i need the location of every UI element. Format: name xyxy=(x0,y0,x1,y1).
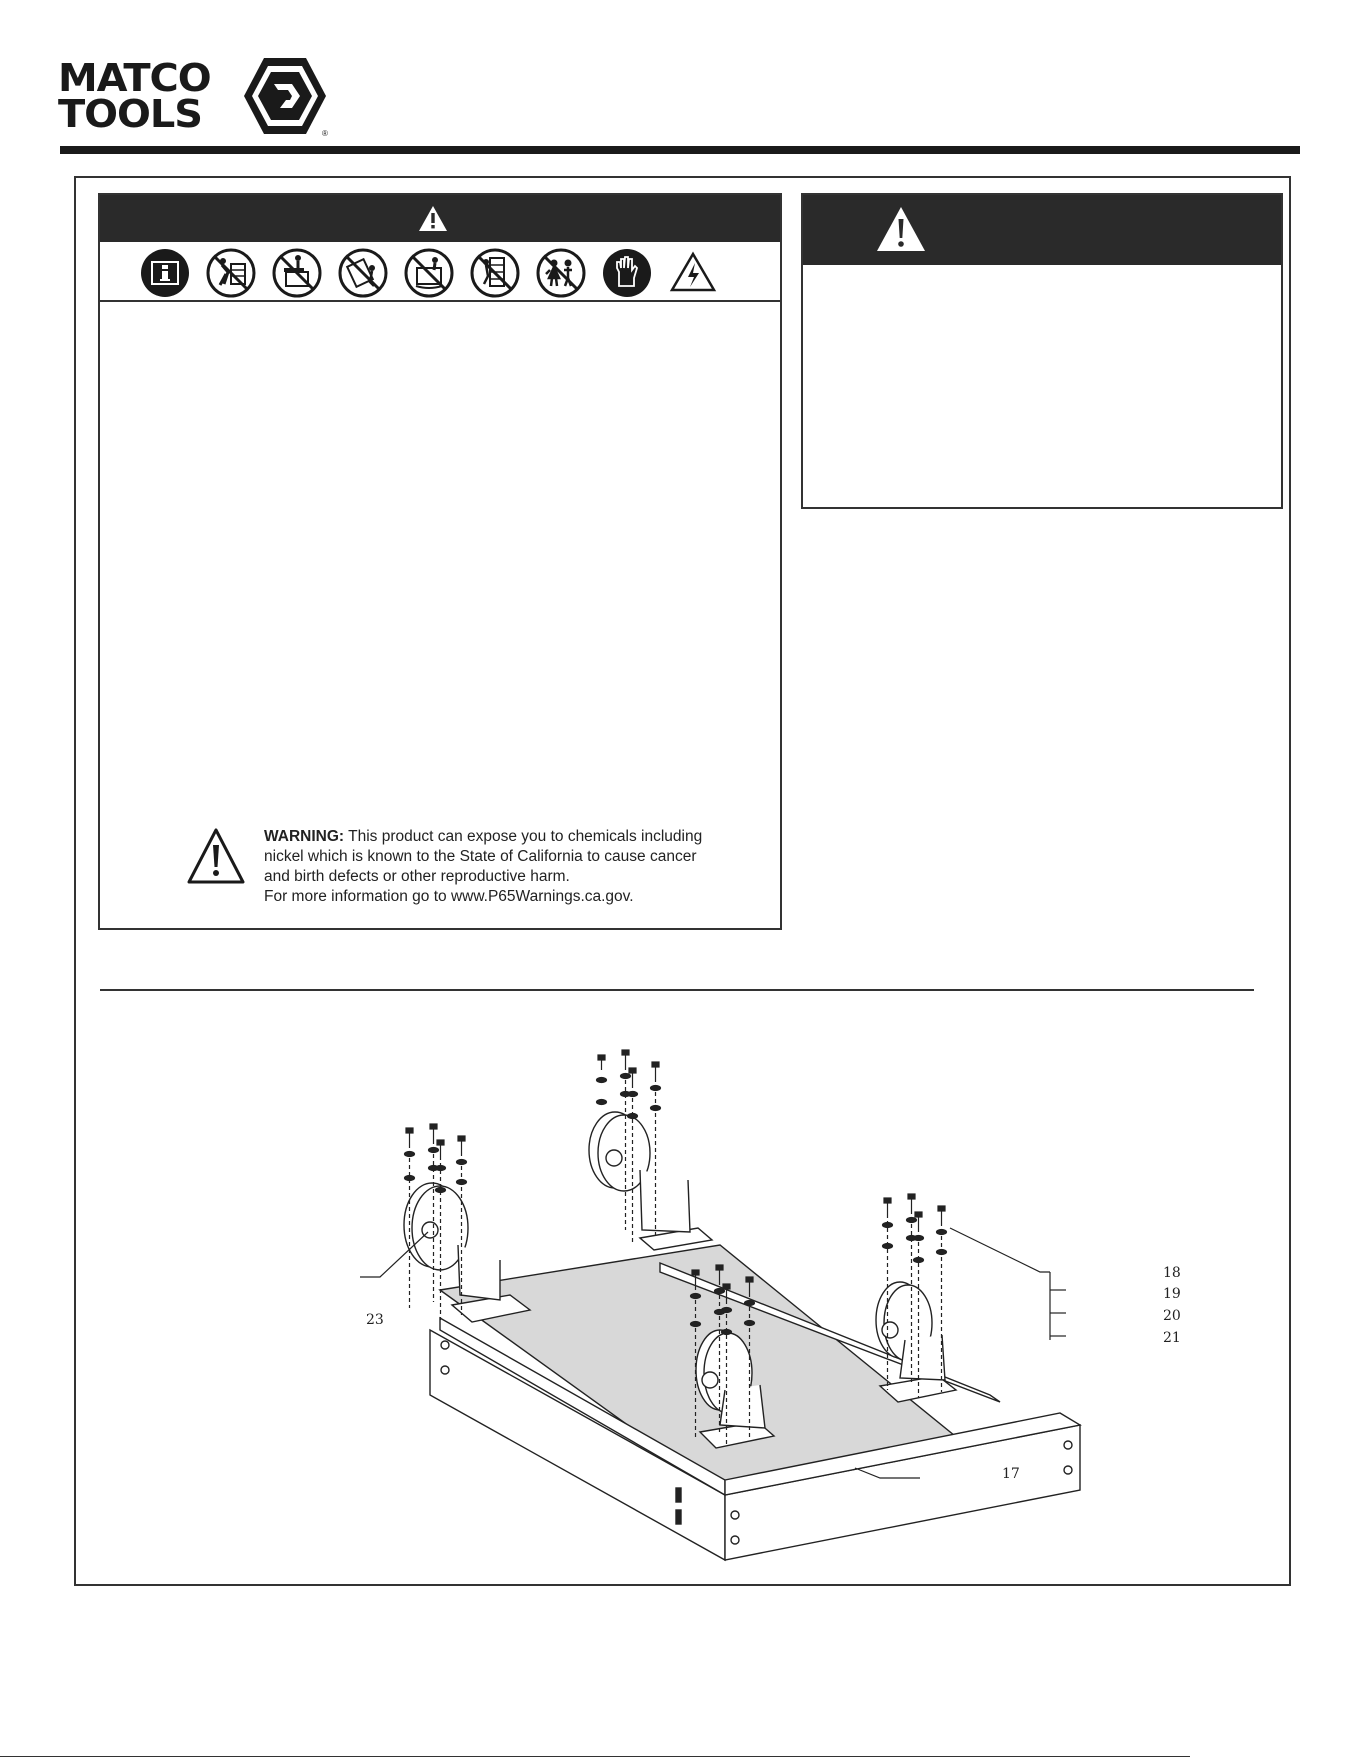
callout-21: 21 xyxy=(1163,1330,1181,1346)
warning-triangle-icon xyxy=(418,205,448,232)
no-pushing-icon xyxy=(206,248,256,298)
matco-hex-logo-icon xyxy=(240,54,330,138)
warning-triangle-icon xyxy=(875,205,927,253)
brand-line-1: MATCO xyxy=(58,56,211,100)
warning-header-left xyxy=(100,195,780,242)
no-overloading-icon xyxy=(404,248,454,298)
callout-18: 18 xyxy=(1163,1265,1181,1281)
callout-17: 17 xyxy=(1002,1466,1020,1482)
registered-mark: ® xyxy=(322,129,328,138)
prop65-line-2: nickel which is known to the State of California to cause cancer xyxy=(264,848,697,865)
matco-tools-logo xyxy=(58,54,330,138)
prop65-line-3: and birth defects or other reproductive harm. xyxy=(264,868,570,885)
prop65-label: WARNING: xyxy=(264,828,345,845)
no-tipping-icon xyxy=(338,248,388,298)
no-climbing-icon xyxy=(470,248,520,298)
caster-assembly-diagram xyxy=(360,1040,1180,1570)
prop65-line-4: For more information go to www.P65Warnings.ca.gov. xyxy=(264,888,634,905)
callout-23: 23 xyxy=(366,1312,384,1328)
warning-triangle-icon xyxy=(186,827,246,885)
safety-pictogram-row xyxy=(100,242,780,302)
prop65-warning xyxy=(186,827,726,917)
prop65-text xyxy=(264,827,734,907)
footer-rule xyxy=(0,1756,1190,1757)
header-rule xyxy=(60,146,1300,154)
brand-line-2: TOOLS xyxy=(58,92,202,136)
warning-header-right xyxy=(803,195,1281,265)
warning-box-left xyxy=(98,193,782,930)
no-standing-on-drawer-icon xyxy=(272,248,322,298)
read-manual-icon xyxy=(140,248,190,298)
prop65-line-1: This product can expose you to chemicals including xyxy=(344,828,703,845)
wear-gloves-icon xyxy=(602,248,652,298)
callout-19: 19 xyxy=(1163,1286,1181,1302)
electrical-hazard-icon xyxy=(668,248,718,298)
callout-20: 20 xyxy=(1163,1308,1181,1324)
warning-box-right xyxy=(801,193,1283,509)
brand-wordmark xyxy=(58,56,211,136)
keep-children-away-icon xyxy=(536,248,586,298)
section-divider xyxy=(100,989,1254,991)
